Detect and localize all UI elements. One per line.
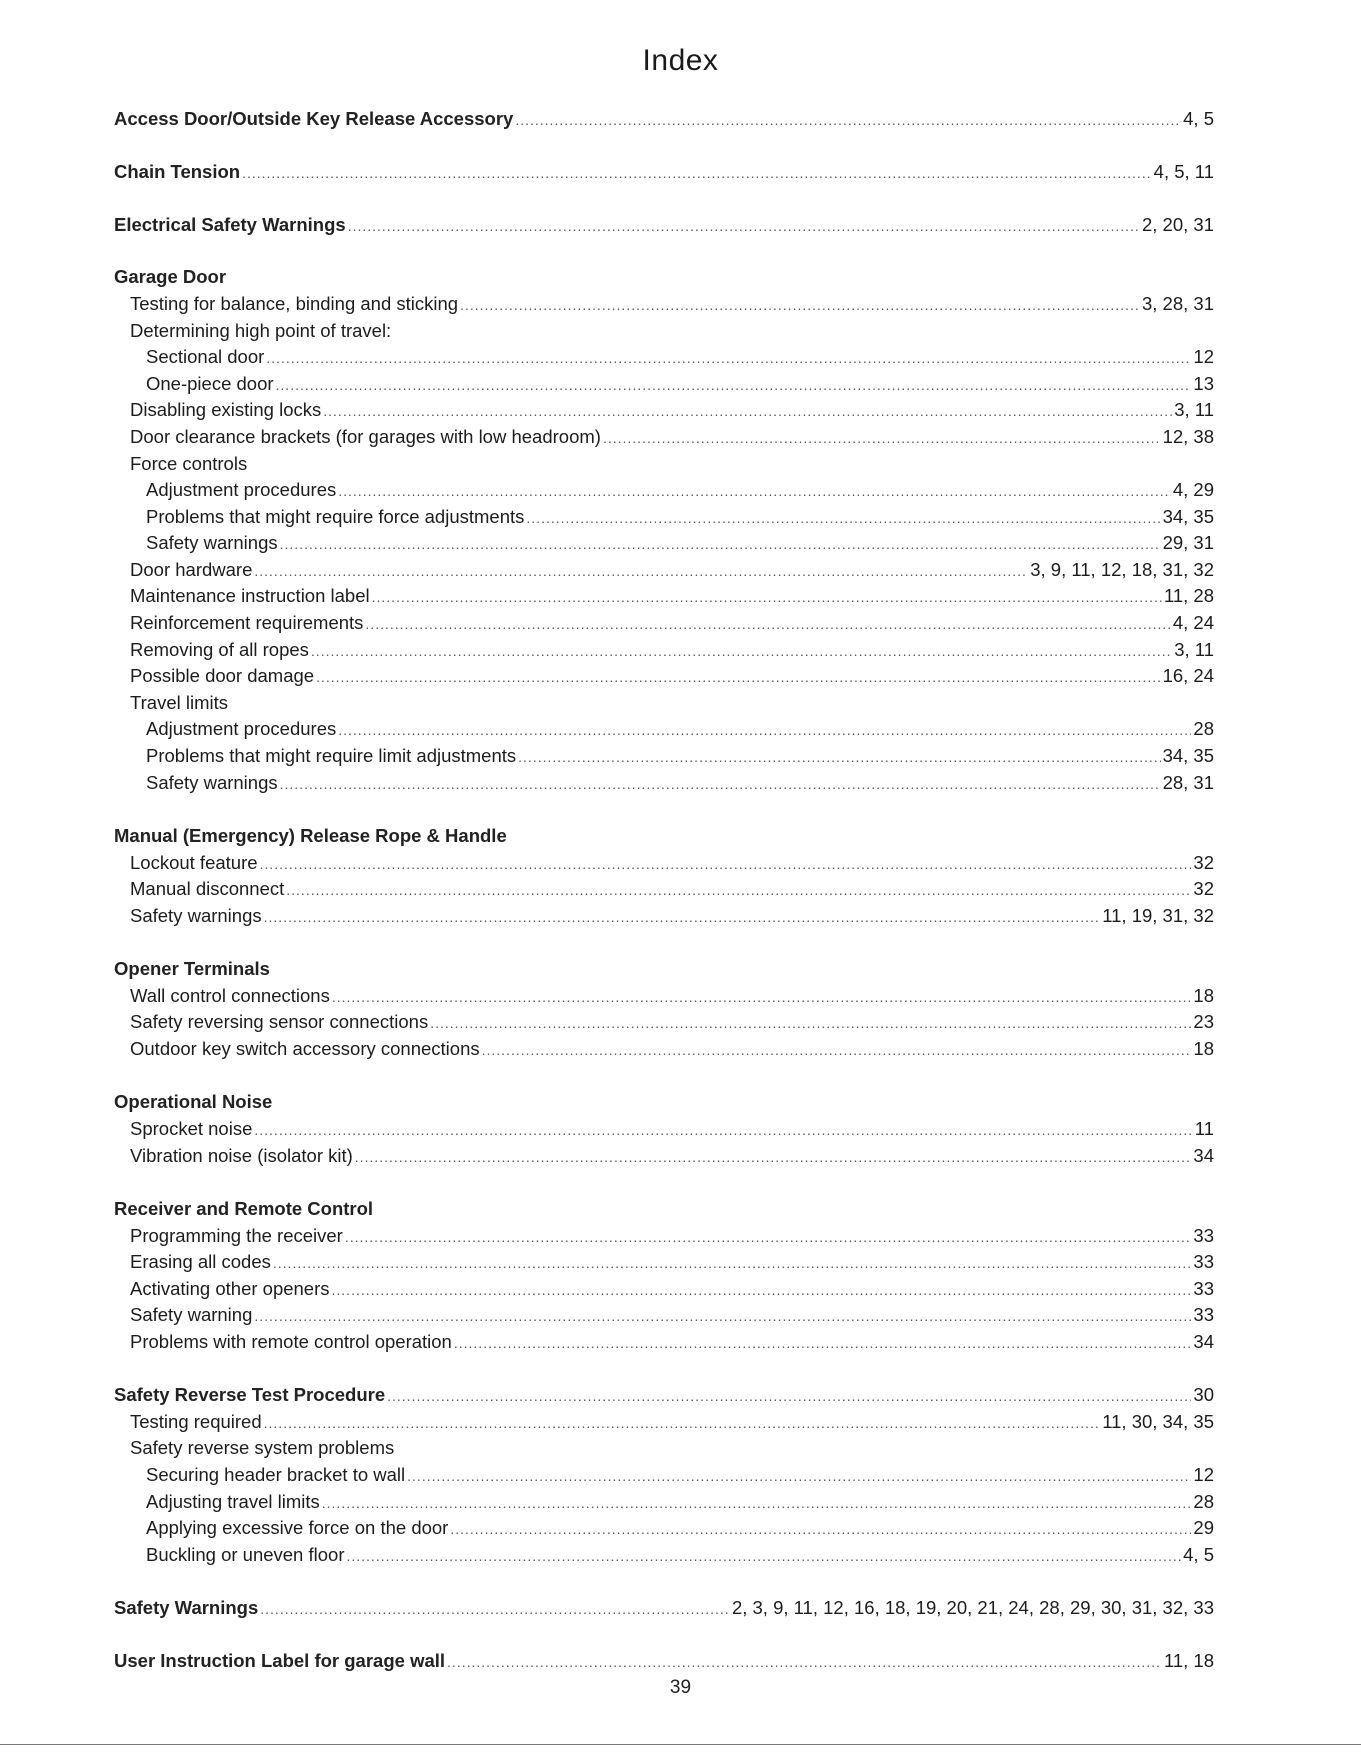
index-entry xyxy=(114,1249,1214,1276)
dot-leader xyxy=(332,984,1192,1011)
index-entry xyxy=(114,397,1214,424)
dot-leader xyxy=(273,1250,1192,1277)
page-references: 4, 5 xyxy=(1183,108,1214,129)
entry-label: Determining high point of travel: xyxy=(130,319,392,341)
index-section xyxy=(114,1648,1214,1675)
dot-leader xyxy=(518,744,1160,771)
dot-leader xyxy=(454,1330,1192,1357)
heading-label: Access Door/Outside Key Release Accessory xyxy=(114,108,514,129)
entry-label: Erasing all codes xyxy=(130,1251,271,1273)
dot-leader xyxy=(407,1463,1191,1490)
entry-label: Sprocket noise xyxy=(130,1117,253,1139)
page-references: 28 xyxy=(1193,1490,1214,1512)
index-entry xyxy=(114,1409,1214,1436)
index-heading xyxy=(114,264,1214,291)
index-heading xyxy=(114,1196,1214,1223)
index-entry xyxy=(114,557,1214,584)
page-references: 29, 31 xyxy=(1162,532,1214,554)
bottom-rule xyxy=(0,1744,1361,1745)
index-entry xyxy=(114,504,1214,531)
entry-label: Activating other openers xyxy=(130,1277,330,1299)
heading-label: Safety Warnings xyxy=(114,1597,259,1619)
entry-label: Manual disconnect xyxy=(130,878,285,900)
page-references: 18 xyxy=(1193,1037,1214,1059)
dot-leader xyxy=(242,160,1152,187)
index-entry xyxy=(114,477,1214,504)
entry-label: Maintenance instruction label xyxy=(130,585,370,607)
dot-leader xyxy=(286,877,1191,904)
index-heading xyxy=(114,1595,1214,1622)
dot-leader xyxy=(322,1490,1192,1517)
index-entry xyxy=(114,1435,1214,1462)
page-references: 33 xyxy=(1193,1304,1214,1326)
heading-label: Receiver and Remote Control xyxy=(114,1197,374,1219)
index-entry xyxy=(114,637,1214,664)
index-section xyxy=(114,212,1214,239)
index-entry xyxy=(114,1489,1214,1516)
index-entry xyxy=(114,770,1214,797)
index-entry xyxy=(114,876,1214,903)
entry-label: Testing for balance, binding and sticking xyxy=(130,292,459,314)
dot-leader xyxy=(254,1303,1191,1330)
entry-label: Safety warnings xyxy=(130,904,262,926)
dot-leader xyxy=(482,1037,1192,1064)
index-section xyxy=(114,106,1214,133)
entry-label: One-piece door xyxy=(146,372,274,394)
heading-label: Manual (Emergency) Release Rope & Handle xyxy=(114,825,507,847)
index-entry xyxy=(114,451,1214,478)
dot-leader xyxy=(280,771,1161,798)
page-title: Index xyxy=(642,44,719,77)
entry-label: Adjustment procedures xyxy=(146,718,337,740)
index-entry xyxy=(114,1223,1214,1250)
entry-label: Securing header bracket to wall xyxy=(146,1464,406,1486)
page-references: 16, 24 xyxy=(1162,665,1214,687)
page-references: 11, 18 xyxy=(1163,1650,1214,1672)
page-references: 33 xyxy=(1193,1251,1214,1273)
dot-leader xyxy=(387,1383,1191,1410)
dot-leader xyxy=(346,1543,1181,1570)
page-references: 12, 38 xyxy=(1162,425,1214,447)
dot-leader xyxy=(355,1144,1192,1171)
page-references: 13 xyxy=(1193,372,1214,394)
page-references: 3, 9, 11, 12, 18, 31, 32 xyxy=(1030,558,1214,580)
page-references: 4, 29 xyxy=(1172,479,1214,501)
index-section xyxy=(114,1196,1214,1356)
page-references: 11, 19, 31, 32 xyxy=(1102,904,1214,926)
dot-leader xyxy=(266,345,1191,372)
heading-label: Electrical Safety Warnings xyxy=(114,213,346,235)
dot-leader xyxy=(264,904,1101,931)
dot-leader xyxy=(365,611,1170,638)
heading-label: Chain Tension xyxy=(114,160,241,182)
index-section xyxy=(114,823,1214,929)
entry-label: Removing of all ropes xyxy=(130,638,309,660)
page-references: 34 xyxy=(1193,1330,1214,1352)
index-entry xyxy=(114,1302,1214,1329)
entry-label: Safety warnings xyxy=(146,771,278,793)
dot-leader xyxy=(276,372,1192,399)
entry-label: Sectional door xyxy=(146,346,265,368)
entry-label: Possible door damage xyxy=(130,665,315,687)
heading-label: User Instruction Label for garage wall xyxy=(114,1650,446,1672)
index-heading xyxy=(114,1089,1214,1116)
page-references: 30 xyxy=(1193,1384,1214,1406)
page-references: 33 xyxy=(1193,1277,1214,1299)
index-entry xyxy=(114,1036,1214,1063)
entry-label: Problems that might require limit adjustments xyxy=(146,745,517,767)
entry-label: Outdoor key switch accessory connections xyxy=(130,1037,480,1059)
page-references: 32 xyxy=(1193,878,1214,900)
dot-leader xyxy=(332,1277,1192,1304)
heading-label: Safety Reverse Test Procedure xyxy=(114,1384,386,1406)
dot-leader xyxy=(311,638,1172,665)
index-entry xyxy=(114,424,1214,451)
page-references: 11, 28 xyxy=(1163,585,1214,607)
dot-leader xyxy=(372,584,1162,611)
index-entry xyxy=(114,530,1214,557)
index-entry xyxy=(114,1542,1214,1569)
entry-label: Safety reversing sensor connections xyxy=(130,1011,429,1033)
page-references: 11 xyxy=(1194,1117,1214,1139)
page-number: 39 xyxy=(669,1677,692,1698)
entry-label: Problems with remote control operation xyxy=(130,1330,452,1352)
entry-label: Door hardware xyxy=(130,558,253,580)
entry-label: Programming the receiver xyxy=(130,1224,343,1246)
index-section xyxy=(114,264,1214,796)
index-entry xyxy=(114,291,1214,318)
index-entry xyxy=(114,983,1214,1010)
entry-label: Wall control connections xyxy=(130,984,330,1006)
dot-leader xyxy=(280,531,1161,558)
entry-label: Adjustment procedures xyxy=(146,479,337,501)
dot-leader xyxy=(430,1010,1191,1037)
entry-label: Lockout feature xyxy=(130,851,258,873)
page-references: 34, 35 xyxy=(1162,505,1214,527)
heading-label: Opener Terminals xyxy=(114,958,270,980)
entry-label: Force controls xyxy=(130,452,248,474)
entry-label: Safety reverse system problems xyxy=(130,1437,395,1459)
heading-label: Operational Noise xyxy=(114,1091,273,1113)
index-entry xyxy=(114,903,1214,930)
index-section xyxy=(114,1595,1214,1622)
page-references: 4, 5 xyxy=(1183,1543,1214,1565)
page-references: 34, 35 xyxy=(1162,745,1214,767)
dot-leader xyxy=(603,425,1161,452)
index-section xyxy=(114,159,1214,186)
entry-label: Safety warnings xyxy=(146,532,278,554)
entry-label: Problems that might require force adjustments xyxy=(146,505,525,527)
page-references: 3, 11 xyxy=(1174,399,1214,421)
page-references: 12 xyxy=(1193,1464,1214,1486)
page-references: 34 xyxy=(1193,1144,1214,1166)
index-entry xyxy=(114,1515,1214,1542)
dot-leader xyxy=(450,1516,1191,1543)
page-references: 29 xyxy=(1193,1517,1214,1539)
page-references: 4, 5, 11 xyxy=(1153,160,1214,182)
index-entry xyxy=(114,1143,1214,1170)
index-list xyxy=(114,106,1214,1701)
page-references: 12 xyxy=(1193,346,1214,368)
index-entry xyxy=(114,344,1214,371)
dot-leader xyxy=(264,1410,1101,1437)
entry-label: Reinforcement requirements xyxy=(130,612,364,634)
dot-leader xyxy=(254,558,1028,585)
index-entry xyxy=(114,318,1214,345)
entry-label: Testing required xyxy=(130,1410,262,1432)
page-references: 33 xyxy=(1193,1224,1214,1246)
page-references: 23 xyxy=(1193,1011,1214,1033)
index-entry xyxy=(114,716,1214,743)
index-heading xyxy=(114,1382,1214,1409)
page-references: 3, 11 xyxy=(1174,638,1214,660)
dot-leader xyxy=(348,213,1140,240)
index-entry xyxy=(114,1462,1214,1489)
index-section xyxy=(114,956,1214,1062)
dot-leader xyxy=(345,1224,1192,1251)
index-heading xyxy=(114,159,1214,186)
dot-leader xyxy=(526,505,1160,532)
index-entry xyxy=(114,371,1214,398)
index-heading xyxy=(114,956,1214,983)
page-references: 32 xyxy=(1193,851,1214,873)
page-references: 28 xyxy=(1193,718,1214,740)
page-references: 2, 20, 31 xyxy=(1141,213,1214,235)
index-heading xyxy=(114,106,1214,133)
heading-label: Garage Door xyxy=(114,266,227,288)
dot-leader xyxy=(338,717,1191,744)
page-references: 3, 28, 31 xyxy=(1141,292,1214,314)
index-entry xyxy=(114,583,1214,610)
index-entry xyxy=(114,850,1214,877)
index-entry xyxy=(114,1276,1214,1303)
dot-leader xyxy=(323,398,1172,425)
index-heading xyxy=(114,1648,1214,1675)
page-references: 4, 24 xyxy=(1172,612,1214,634)
dot-leader xyxy=(447,1649,1162,1676)
entry-label: Vibration noise (isolator kit) xyxy=(130,1144,353,1166)
dot-leader xyxy=(260,851,1192,878)
dot-leader xyxy=(338,478,1171,505)
dot-leader xyxy=(254,1117,1192,1144)
index-entry xyxy=(114,1329,1214,1356)
index-entry xyxy=(114,690,1214,717)
dot-leader xyxy=(515,107,1181,134)
entry-label: Adjusting travel limits xyxy=(146,1490,320,1512)
index-entry xyxy=(114,1116,1214,1143)
page-references: 11, 30, 34, 35 xyxy=(1102,1410,1214,1432)
entry-label: Door clearance brackets (for garages with low headroom) xyxy=(130,425,601,447)
dot-leader xyxy=(316,664,1160,691)
entry-label: Disabling existing locks xyxy=(130,399,322,421)
page-references: 18 xyxy=(1193,984,1214,1006)
entry-label: Buckling or uneven floor xyxy=(146,1543,345,1565)
dot-leader xyxy=(260,1596,730,1623)
page-references: 28, 31 xyxy=(1162,771,1214,793)
dot-leader xyxy=(460,292,1140,319)
index-section xyxy=(114,1089,1214,1169)
page-references: 2, 3, 9, 11, 12, 16, 18, 19, 20, 21, 24, 28, 29, 30, 31, 32, 33 xyxy=(731,1597,1214,1619)
index-entry xyxy=(114,610,1214,637)
entry-label: Travel limits xyxy=(130,691,228,713)
index-entry xyxy=(114,1009,1214,1036)
index-heading xyxy=(114,212,1214,239)
entry-label: Safety warning xyxy=(130,1304,253,1326)
index-heading xyxy=(114,823,1214,850)
entry-label: Applying excessive force on the door xyxy=(146,1517,449,1539)
index-entry xyxy=(114,663,1214,690)
index-section xyxy=(114,1382,1214,1568)
index-entry xyxy=(114,743,1214,770)
